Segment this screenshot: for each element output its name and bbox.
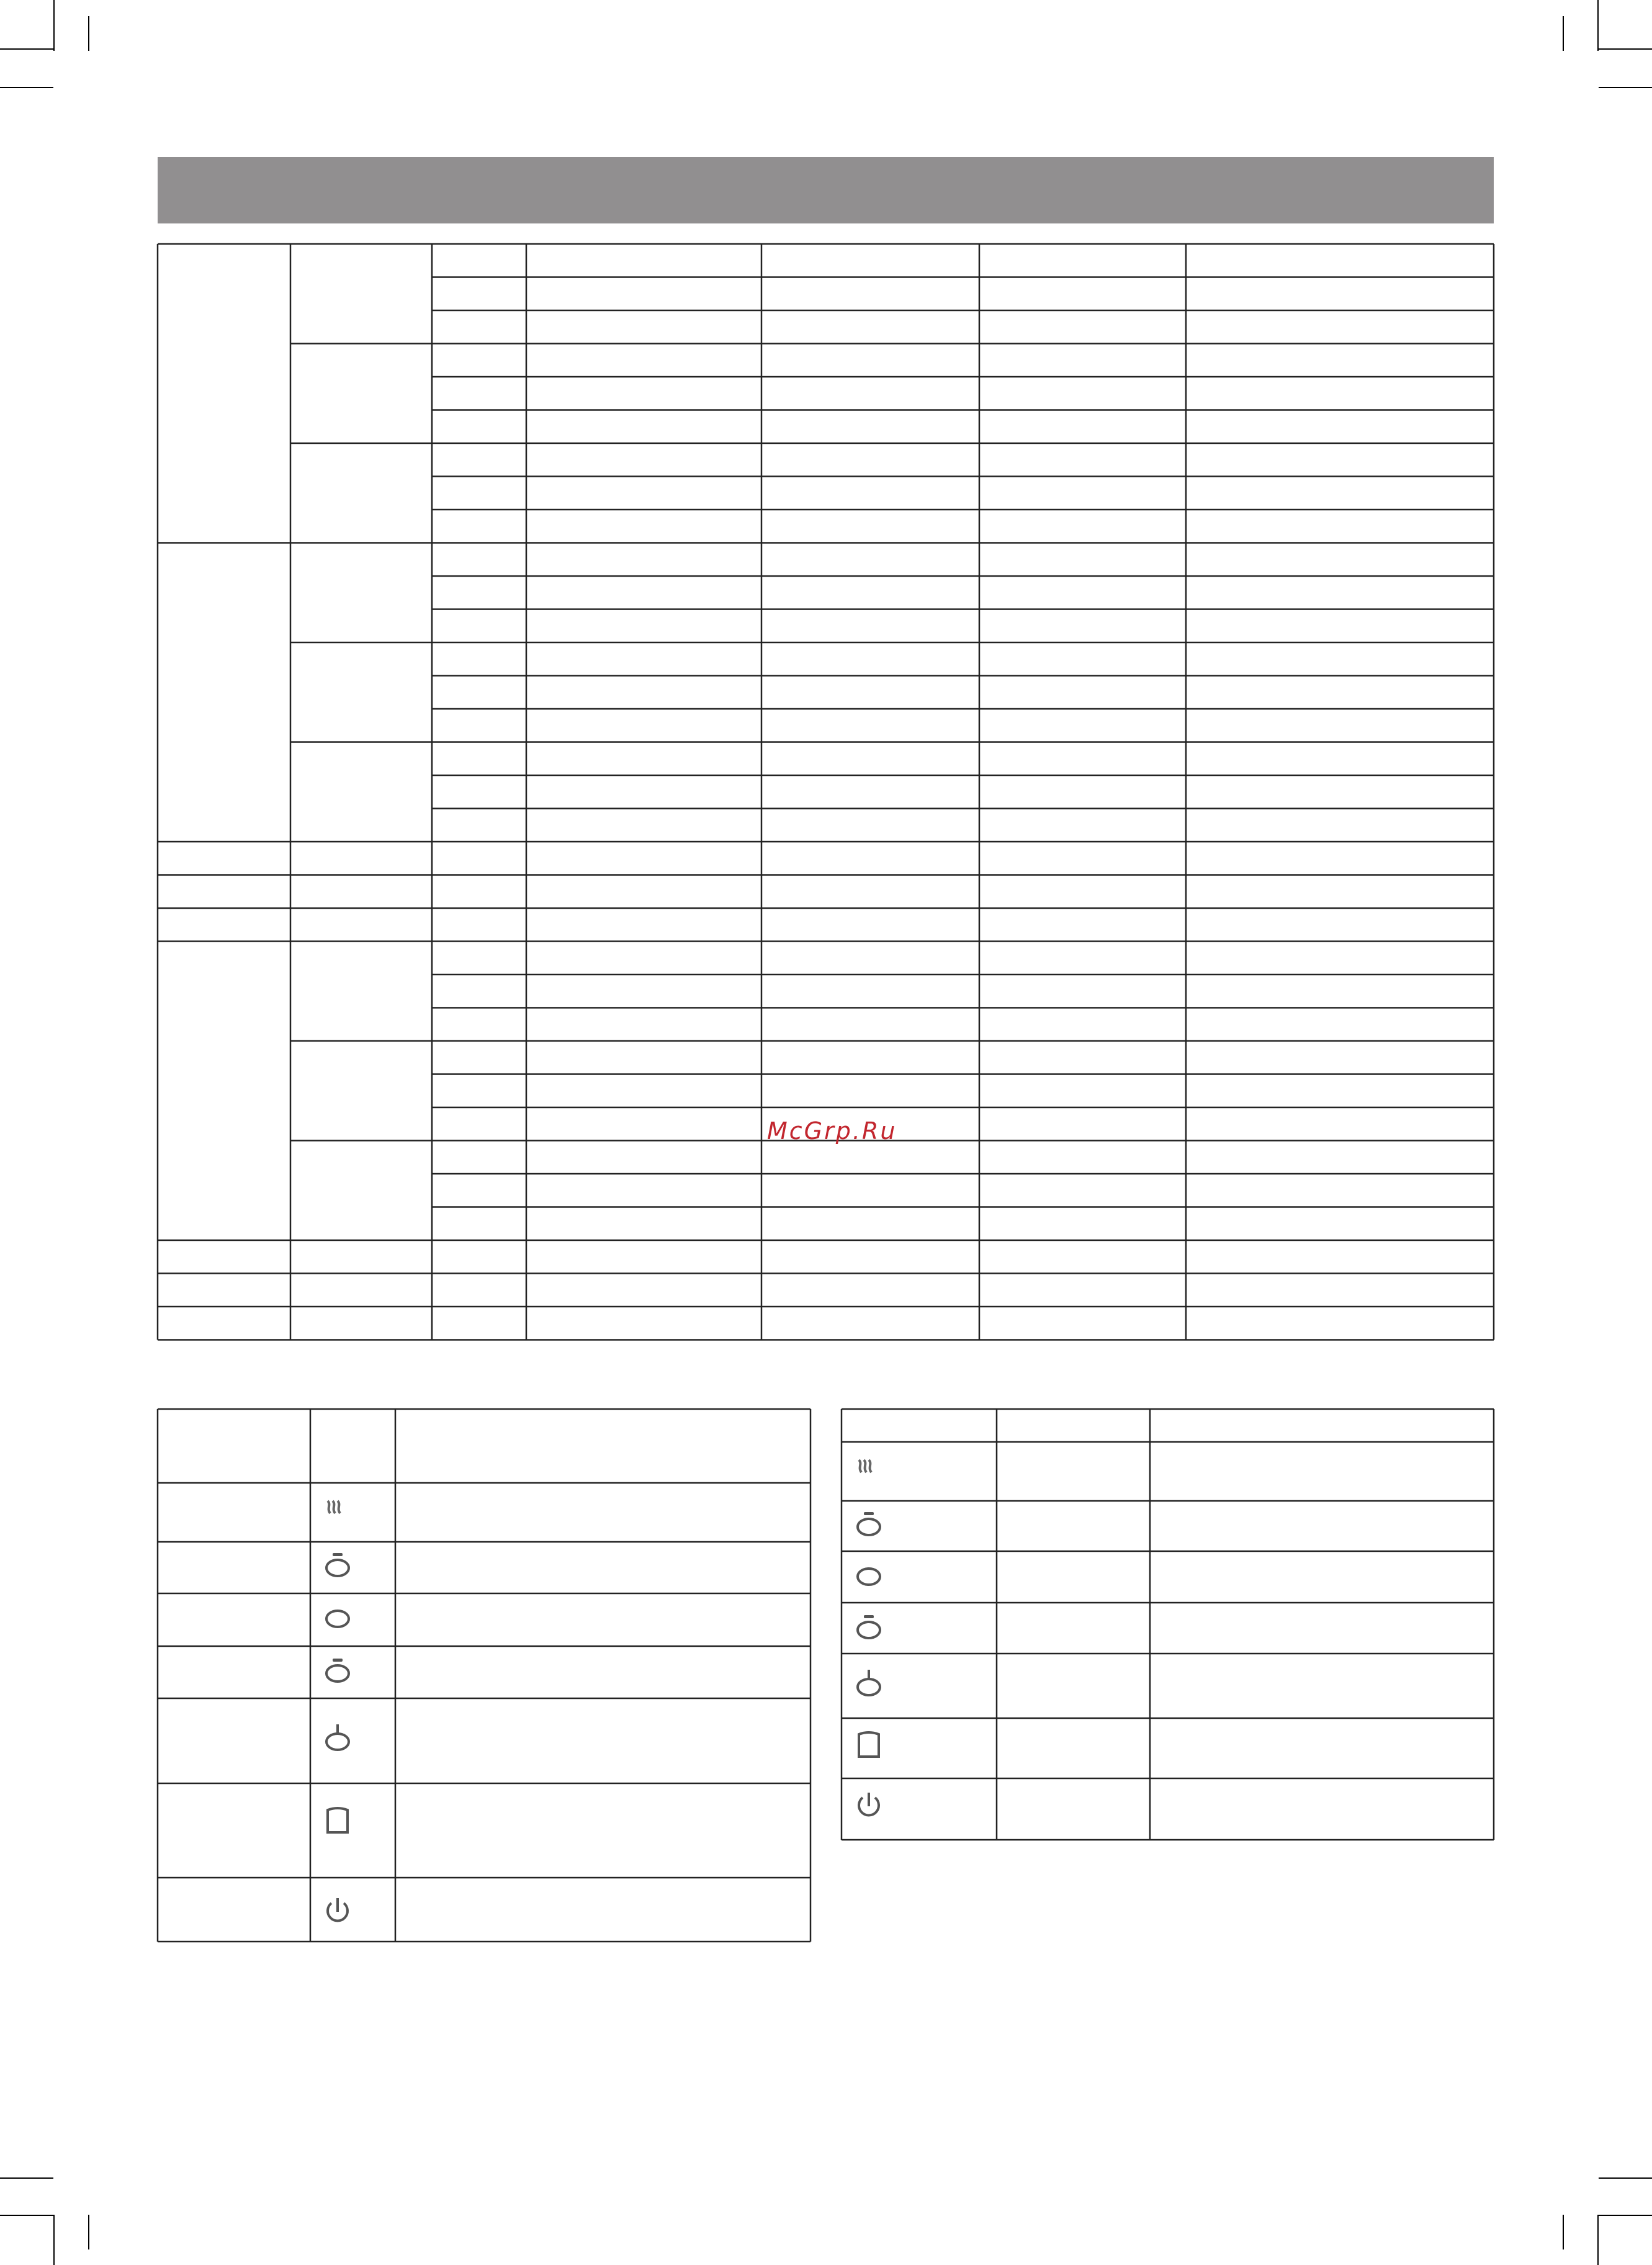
crust-light-icon bbox=[320, 1655, 355, 1690]
bread-icon bbox=[851, 1727, 886, 1762]
timer-icon bbox=[320, 1721, 355, 1755]
power-icon bbox=[851, 1788, 886, 1822]
watermark: McGrp.Ru bbox=[767, 1117, 897, 1145]
crust-dark-icon bbox=[320, 1549, 355, 1584]
crust-light-icon bbox=[851, 1611, 886, 1646]
crust-dark-icon bbox=[851, 1508, 886, 1543]
power-icon bbox=[320, 1893, 355, 1928]
steam-icon bbox=[851, 1451, 886, 1486]
crust-medium-icon bbox=[851, 1559, 886, 1594]
crust-medium-icon bbox=[320, 1601, 355, 1636]
steam-icon bbox=[320, 1492, 355, 1527]
timer-icon bbox=[851, 1666, 886, 1701]
bread-icon bbox=[320, 1803, 355, 1837]
